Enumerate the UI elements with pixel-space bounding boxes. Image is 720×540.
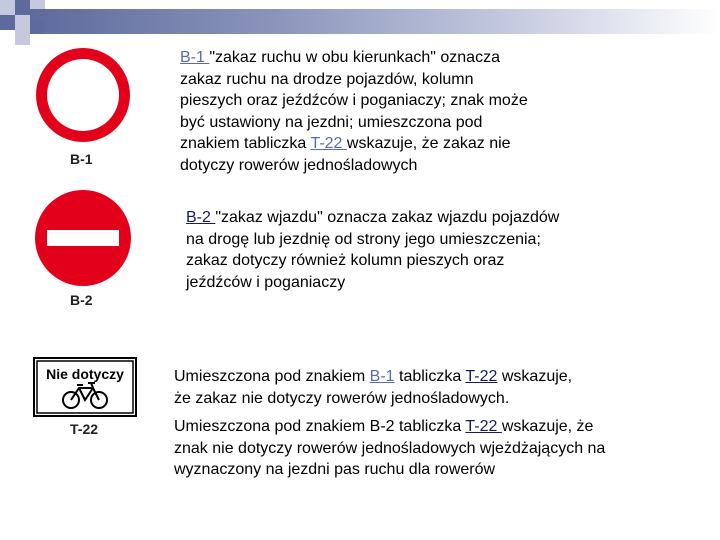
corner-square (0, 0, 15, 15)
description-b1: B-1 "zakaz ruchu w obu kierunkach" oznacza zakaz ruchu na drodze pojazdów, kolumn pieszych oraz jeźdźców i poganiaczy; znak może być ustawiony na jezdni; umieszczona pod znakiem tabliczka T-22 wskazuje, że zakaz nie dotyczy rowerów jednośladowych (180, 49, 528, 174)
link-b1[interactable]: B-1 (369, 368, 395, 385)
corner-square (30, 0, 45, 9)
plate-t22-icon (33, 357, 137, 417)
link-t22[interactable]: T-22 (465, 418, 502, 435)
link-b1[interactable]: B-1 (180, 49, 210, 66)
header-gradient-band (30, 9, 720, 34)
corner-square (15, 0, 30, 15)
link-b2[interactable]: B-2 (186, 209, 216, 226)
sign-b1-icon (33, 45, 133, 145)
corner-square (0, 15, 15, 30)
description-b2: B-2 "zakaz wjazdu" oznacza zakaz wjazdu pojazdów na drogę lub jezdnię od strony jego umieszczenia; zakaz dotyczy również kolumn pieszych oraz jeźdźców i poganiaczy (186, 209, 560, 291)
corner-square (15, 30, 30, 45)
sign-b2-label: B-2 (70, 292, 93, 308)
corner-square (15, 15, 30, 30)
sign-b2-icon (33, 188, 133, 288)
corner-square (30, 20, 44, 34)
plate-t22-text: Nie dotyczy (46, 366, 124, 382)
sign-b1-label: B-1 (70, 151, 93, 167)
plate-t22-label: T-22 (70, 421, 99, 437)
description-t22-b1: Umieszczona pod znakiem B-1 tabliczka T-22 wskazuje, że zakaz nie dotyczy rowerów jednośladowych. (174, 368, 573, 407)
description-t22-b2: Umieszczona pod znakiem B-2 tabliczka T-22 wskazuje, że znak nie dotyczy rowerów jednośladowych wjeżdżających na wyznaczony na jezdni pas ruchu dla rowerów (174, 418, 606, 478)
link-t22[interactable]: T-22 (465, 368, 498, 385)
link-t22[interactable]: T-22 (310, 135, 347, 152)
